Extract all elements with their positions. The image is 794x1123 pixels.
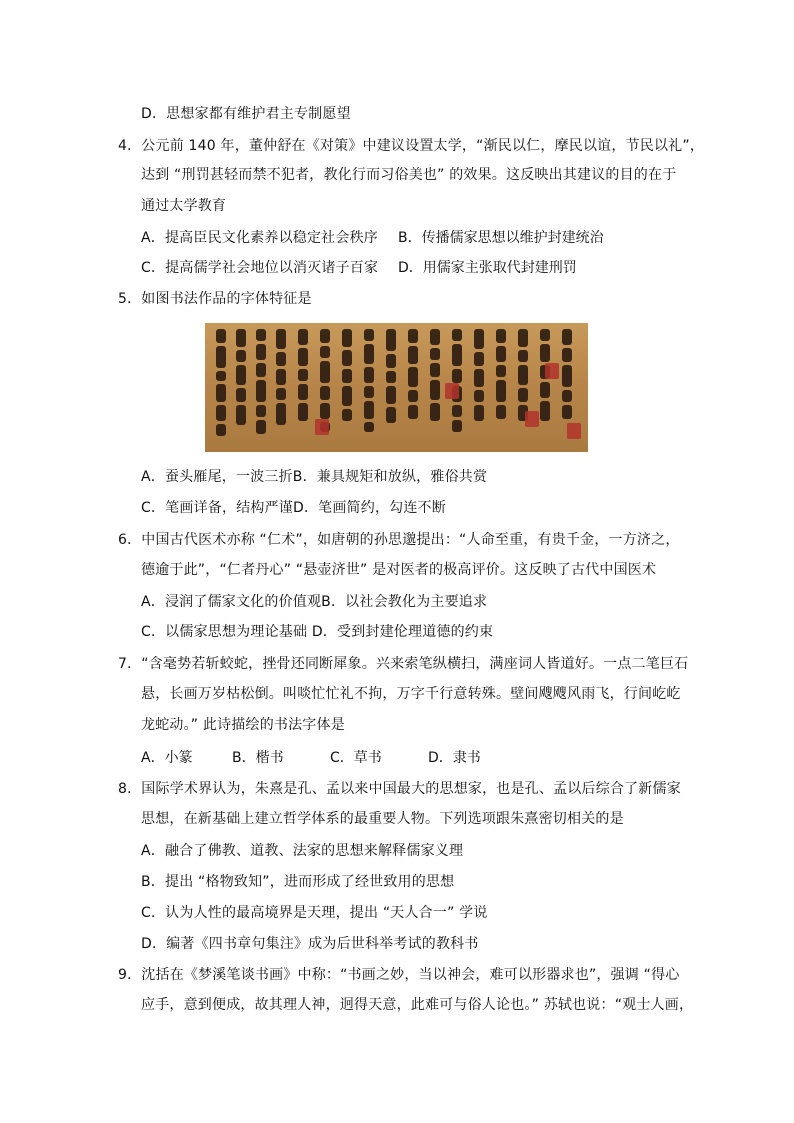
q7-option-d: D．隶书 <box>428 750 481 766</box>
q7-option-a: A．小篆 <box>141 750 193 766</box>
q8-option-b: B．提出 “格物致知”，进而形成了经世致用的思想 <box>141 874 455 890</box>
calligraphy-image <box>205 323 588 452</box>
q6-options-cd: C．以儒家思想为理论基础 D．受到封建伦理道德的约束 <box>141 624 494 640</box>
calligraphy-column <box>215 329 227 446</box>
red-seal <box>525 411 539 427</box>
red-seal <box>445 383 459 399</box>
q9-stem-line2: 应手，意到便成，故其理人神，迥得天意，此难可与俗人论也。” 苏轼也说：“观士人画， <box>141 997 694 1013</box>
calligraphy-column <box>235 329 247 446</box>
calligraphy-column <box>429 329 441 446</box>
q3-option-d: D．思想家都有维护君主专制愿望 <box>141 106 351 122</box>
calligraphy-column <box>473 329 485 446</box>
red-seal <box>545 363 559 379</box>
q8-stem-line1: 8．国际学术界认为，朱熹是孔、孟以来中国最大的思想家，也是孔、孟以后综合了新儒家 <box>118 781 681 797</box>
q7-option-c: C．草书 <box>330 750 382 766</box>
q4-option-c: C．提高儒学社会地位以消灭诸子百家 <box>141 260 379 276</box>
q5-stem: 5．如图书法作品的字体特征是 <box>118 291 312 307</box>
red-seal <box>315 419 329 435</box>
calligraphy-column <box>363 329 375 446</box>
q8-option-c: C．认为人性的最高境界是天理，提出 “天人合一” 学说 <box>141 905 488 921</box>
calligraphy-column <box>297 329 309 446</box>
calligraphy-column <box>341 329 353 446</box>
calligraphy-column <box>275 329 287 446</box>
q8-option-a: A．融合了佛教、道教、法家的思想来解释儒家义理 <box>141 843 464 859</box>
calligraphy-column <box>517 329 529 446</box>
calligraphy-column <box>385 329 397 446</box>
q4-option-d: D．用儒家主张取代封建刑罚 <box>398 260 577 276</box>
calligraphy-column <box>539 329 551 446</box>
q8-stem-line2: 思想，在新基础上建立哲学体系的最重要人物。下列选项跟朱熹密切相关的是 <box>141 811 624 827</box>
q8-option-d: D．编著《四书章句集注》成为后世科举考试的教科书 <box>141 936 479 952</box>
q6-options-ab: A．浸润了儒家文化的价值观B．以社会教化为主要追求 <box>141 594 488 610</box>
q4-stem-line1: 4．公元前 140 年，董仲舒在《对策》中建议设置太学，“渐民以仁，摩民以谊，节民以礼”， <box>118 138 705 154</box>
q7-option-b: B．楷书 <box>232 750 284 766</box>
calligraphy-column <box>495 329 507 446</box>
q5-options-ab: A．蚕头雁尾，一波三折B．兼具规矩和放纵，雅俗共赏 <box>141 469 488 485</box>
q4-option-b: B．传播儒家思想以维护封建统治 <box>398 230 604 246</box>
q4-stem-line2: 达到 “刑罚甚轻而禁不犯者，教化行而习俗美也” 的效果。这反映出其建议的目的在于 <box>141 167 677 183</box>
calligraphy-column <box>255 329 267 446</box>
q6-stem-line1: 6．中国古代医术亦称 “仁术”，如唐朝的孙思邈提出：“人命至重，有贵千金，一方济之， <box>118 532 680 548</box>
q4-stem-line3: 通过太学教育 <box>141 198 227 214</box>
q9-stem-line1: 9．沈括在《梦溪笔谈书画》中称：“书画之妙，当以神会，难可以形器求也”，强调 “得心 <box>118 967 680 983</box>
q7-stem-line3: 龙蛇动。” 此诗描绘的书法字体是 <box>141 717 345 733</box>
q7-stem-line1: 7．“含毫势若斩蛟蛇，挫骨还同断犀象。兴来索笔纵横扫，满座词人皆道好。一点二笔巨石 <box>118 656 689 672</box>
q6-stem-line2: 德逾于此”，“仁者丹心” “悬壶济世” 是对医者的极高评价。这反映了古代中国医术 <box>141 562 657 578</box>
red-seal <box>567 423 581 439</box>
calligraphy-column <box>407 329 419 446</box>
q4-option-a: A．提高臣民文化素养以稳定社会秩序 <box>141 230 378 246</box>
q7-stem-line2: 悬，长画万岁枯松倒。叫啖忙忙礼不拘，万字千行意转殊。壁间飕飕风雨飞，行间屹屹 <box>141 686 681 702</box>
q5-options-cd: C．笔画详备，结构严谨D．笔画简约，勾连不断 <box>141 500 446 516</box>
